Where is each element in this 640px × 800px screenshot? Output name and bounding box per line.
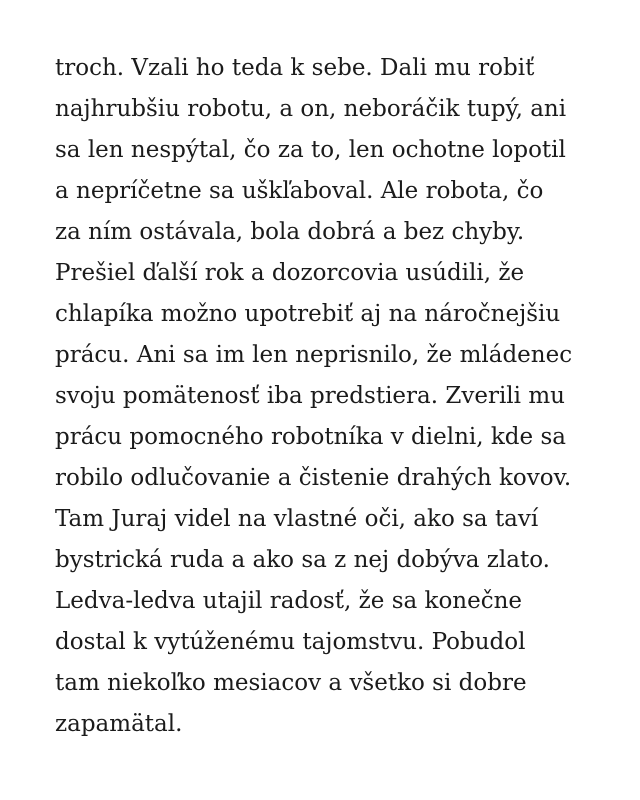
text-line-9: svoju pomätenosť iba predstiera. Zverili mu [55,383,565,409]
text-line-15: dostal k vytúženému tajomstvu. Pobudol [55,629,526,655]
text-line-7: chlapíka možno upotrebiť aj na náročnejšiu [55,301,561,327]
text-line-11: robilo odlučovanie a čistenie drahých kovov. [55,465,572,491]
text-line-17: zapamätal. [55,711,183,737]
text-line-1: troch. Vzali ho teda k sebe. Dali mu robiť [55,55,535,81]
text-line-5: za ním ostávala, bola dobrá a bez chyby. [55,219,525,245]
text-line-12: Tam Juraj videl na vlastné oči, ako sa taví [55,506,539,532]
text-line-4: a nepríčetne sa uškľaboval. Ale robota, čo [55,178,544,204]
text-line-16: tam niekoľko mesiacov a všetko si dobre [55,670,527,696]
text-line-6: Prešiel ďalší rok a dozorcovia usúdili, že [55,260,525,286]
text-line-13: bystrická ruda a ako sa z nej dobýva zlato. [55,547,550,573]
text-line-2: najhrubšiu robotu, a on, neboráčik tupý, ani [55,96,567,122]
text-line-10: prácu pomocného robotníka v dielni, kde sa [55,424,566,450]
text-line-8: prácu. Ani sa im len neprisnilo, že mládenec [55,342,573,368]
paragraph [55,48,615,745]
text-line-3: sa len nespýtal, čo za to, len ochotne lopotil [55,137,566,163]
text-line-14: Ledva-ledva utajil radosť, že sa konečne [55,588,523,614]
